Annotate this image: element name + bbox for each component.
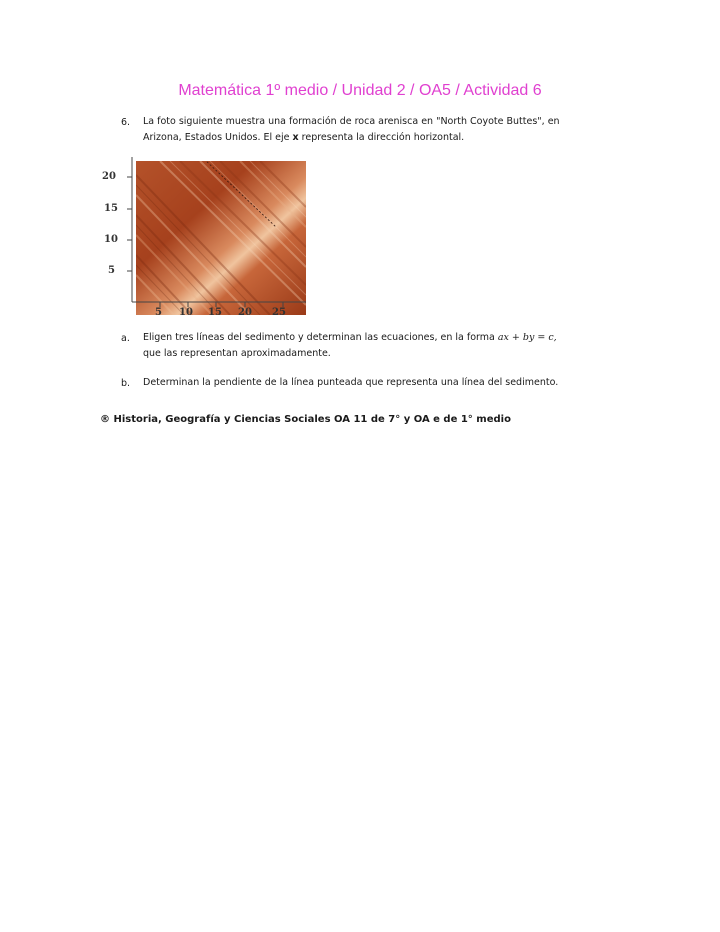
y-tick-label: 10 (104, 234, 118, 245)
page-title: Matemática 1º medio / Unidad 2 / OA5 / Actividad 6 (178, 82, 542, 99)
question-number: 6. (121, 117, 131, 128)
x-tick-label: 15 (208, 307, 222, 317)
item-a-text: Eligen tres líneas del sedimento y determinan las ecuaciones, en la forma ax + by = c, que las representan aproximadamente. (143, 332, 557, 359)
question-text-line1: La foto siguiente muestra una formación de roca arenisca en "North Coyote Buttes", en (143, 116, 560, 127)
x-tick-label: 5 (155, 307, 162, 317)
footer-note: ® Historia, Geografía y Ciencias Sociales OA 11 de 7° y OA e de 1° medio (100, 414, 511, 425)
formula: ax + by = c, (497, 332, 557, 343)
sandstone-figure (100, 155, 310, 317)
sandstone-photo-with-axes (100, 155, 310, 317)
y-tick-label: 15 (104, 203, 118, 214)
question-text-line2: Arizona, Estados Unidos. El eje x representa la dirección horizontal. (143, 132, 465, 143)
x-tick-label: 10 (179, 307, 193, 317)
item-a-label: a. (121, 333, 130, 344)
sandstone-photo (136, 159, 306, 315)
question-text (143, 114, 560, 146)
y-tick-label: 5 (108, 265, 115, 276)
y-tick-label: 20 (102, 171, 116, 182)
x-tick-label: 25 (272, 307, 286, 317)
x-tick-label: 20 (238, 307, 252, 317)
item-b-label: b. (121, 378, 131, 389)
item-b-text: Determinan la pendiente de la línea punteada que representa una línea del sedimento. (143, 377, 559, 388)
